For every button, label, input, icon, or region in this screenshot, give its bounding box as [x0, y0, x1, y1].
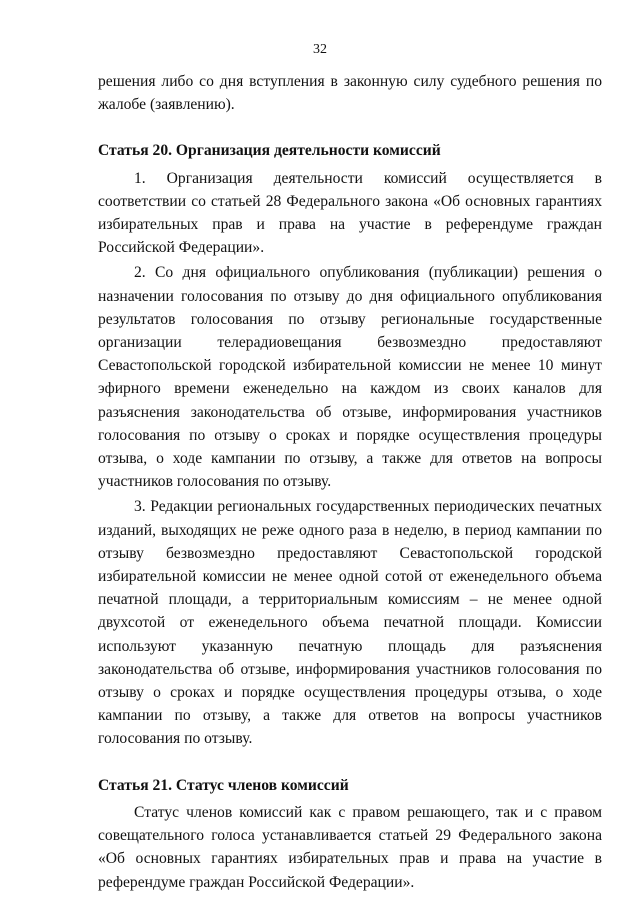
page-number: 32 — [313, 42, 327, 57]
article-20-paragraph-1: 1. Организация деятельности комиссий осуществляется в соответствии со статьей 28 Федерального закона «Об основных гарантиях избирательных прав и права на участие в референдуме граждан Российской Федерации». — [98, 169, 602, 257]
intro-paragraph: решения либо со дня вступления в законную силу судебного решения по жалобе (заявлению). — [98, 73, 602, 114]
document-body — [98, 70, 602, 894]
article-20-paragraph-2: 2. Со дня официального опубликования (публикации) решения о назначении голосования по отзыву до дня официального опубликования результатов голосования по отзыву региональные государственные организации телерадиовещания безвозмездно предоставляют Севастопольской городской избирательной комиссии не менее 10 минут эфирного времени еженедельно на каждом из своих каналов для разъяснения законодательства об отзыве, информирования участников голосования по отзыву о сроках и порядке осуществления процедуры отзыва, о ходе кампании по отзыву, а также для ответов на вопросы участников голосования по отзыву. — [98, 264, 602, 491]
article-20-paragraph-3: 3. Редакции региональных государственных периодических печатных изданий, выходящих не реже одного раза в неделю, в период кампании по отзыву безвозмездно предоставляют Севастопольской городской избирательной комиссии не менее одной сотой от еженедельного объема печатной площади, а территориальным комиссиям – не менее одной двухсотой от еженедельного объема печатной площади. Комиссии используют указанную печатную площадь для разъяснения законодательства об отзыве, информирования участников голосования по отзыву о сроках и порядке осуществления процедуры отзыва, о ходе кампании по отзыву, а также для ответов на вопросы участников голосования по отзыву. — [98, 498, 602, 748]
article-20-heading: Статья 20. Организация деятельности комиссий — [98, 142, 441, 160]
article-21-paragraph-1: Статус членов комиссий как с правом решающего, так и с правом совещательного голоса устанавливается статьей 29 Федерального закона «Об основных гарантиях избирательных прав и права на участие в референдуме граждан Российской Федерации». — [98, 803, 602, 891]
article-21-heading: Статья 21. Статус членов комиссий — [98, 776, 349, 794]
